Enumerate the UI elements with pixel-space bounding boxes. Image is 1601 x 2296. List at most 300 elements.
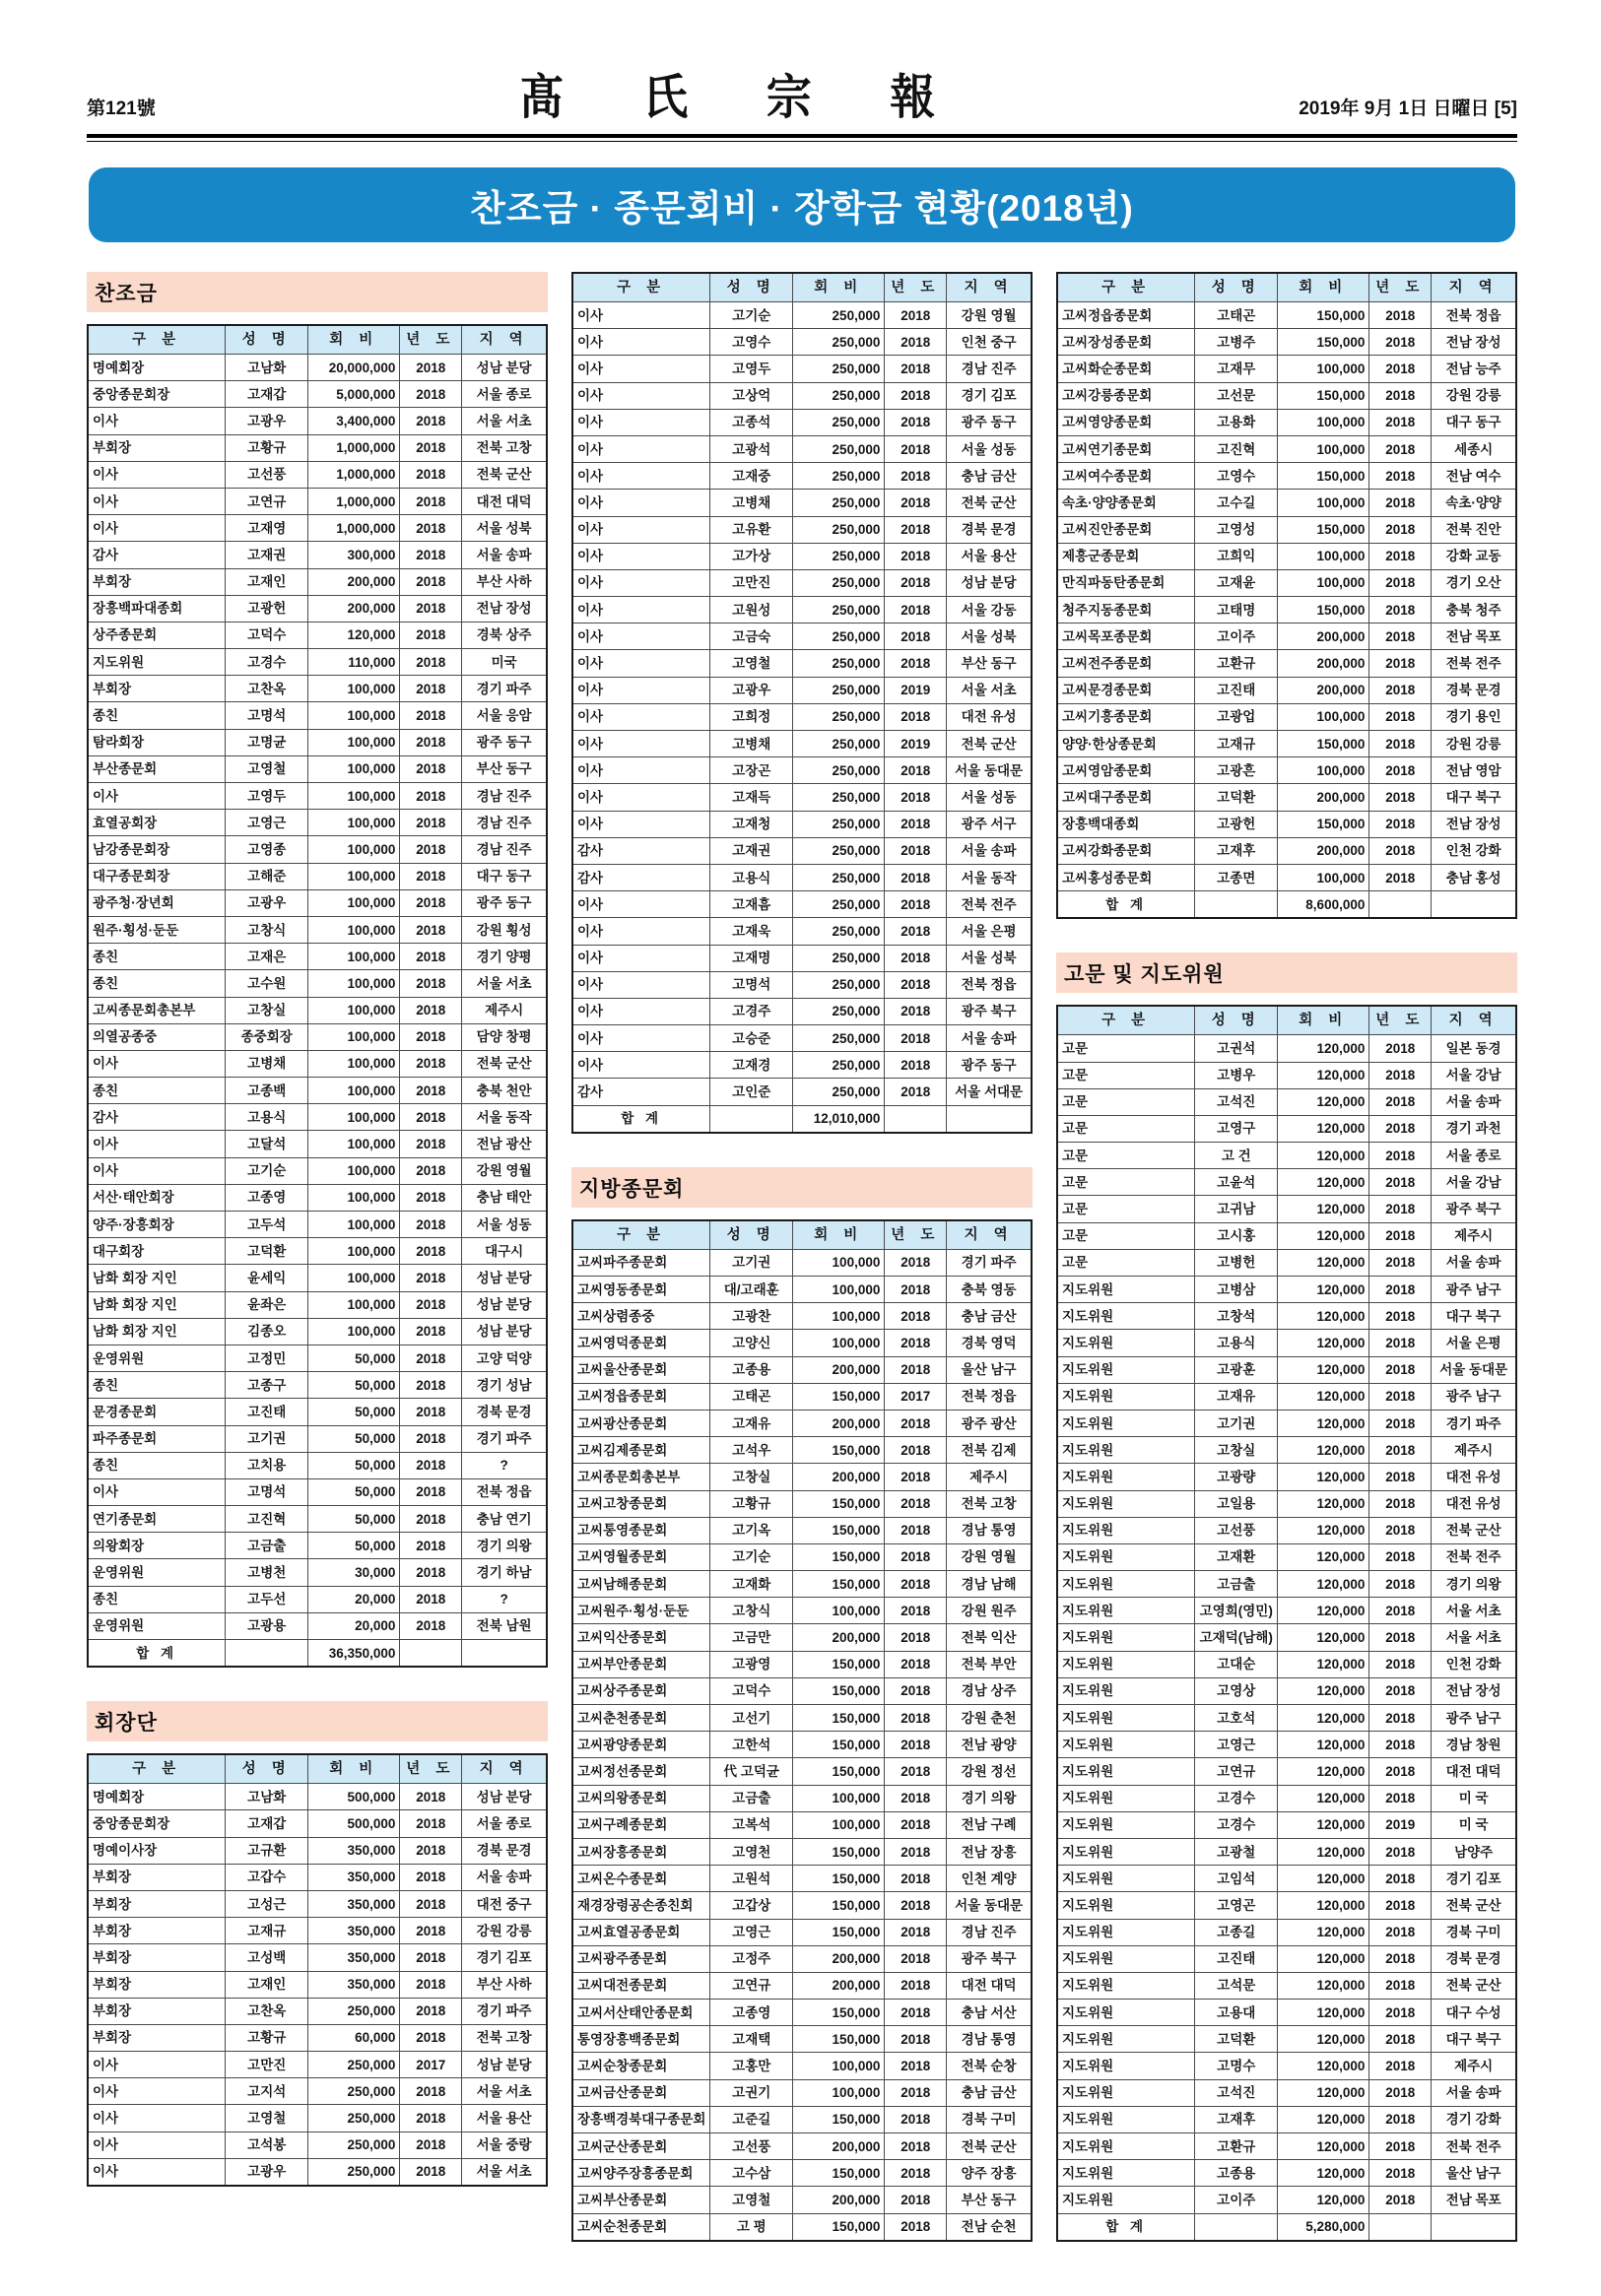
- cell: 지도위원: [1057, 2106, 1195, 2132]
- cell: 150,000: [793, 1919, 885, 1945]
- header-row: [88, 1754, 547, 1784]
- column-header: 성 명: [710, 273, 793, 302]
- cell: 고재화: [710, 1571, 793, 1598]
- table-row: [572, 1303, 1032, 1330]
- cell: 2018: [885, 757, 947, 784]
- cell: 서울 송파: [462, 542, 547, 568]
- table-row: [572, 1651, 1032, 1677]
- cell: 100,000: [308, 836, 400, 863]
- cell: 서울 성동: [947, 784, 1032, 811]
- cell: 강원 영월: [462, 1157, 547, 1184]
- table-row: [1057, 650, 1516, 677]
- cell: 이사: [572, 757, 710, 784]
- cell: 120,000: [1278, 1972, 1369, 1999]
- cell: 성남 분당: [462, 2052, 547, 2078]
- cell: 고종백: [226, 1078, 308, 1104]
- cell: 전북 전주: [1432, 650, 1516, 677]
- cell: 2018: [885, 2106, 947, 2132]
- table-row: [1057, 811, 1516, 837]
- cell: 전남 광산: [462, 1131, 547, 1157]
- cell: 고씨서산태안종문회: [572, 2000, 710, 2026]
- cell: 2018: [400, 2105, 462, 2132]
- cell: 남양주: [1432, 1838, 1516, 1865]
- cell: 서울 응암: [462, 702, 547, 729]
- cell: 250,000: [793, 435, 885, 462]
- column-header: 지 역: [462, 1754, 547, 1784]
- cell: 성남 분당: [462, 355, 547, 381]
- table-row: [1057, 703, 1516, 730]
- cell: 이사: [572, 623, 710, 650]
- cell: 2018: [1369, 1866, 1432, 1892]
- cell: 전북 군산: [462, 1050, 547, 1077]
- table-row: [572, 1705, 1032, 1732]
- table-row: [88, 1998, 547, 2024]
- cell: 고씨대구종문회: [1057, 784, 1195, 811]
- cell: 고씨영동종문회: [572, 1277, 710, 1303]
- cell: 2018: [400, 1104, 462, 1131]
- cell: 고씨상렴종중: [572, 1303, 710, 1330]
- cell: 충남 서산: [947, 2000, 1032, 2026]
- cell: 고명균: [226, 729, 308, 755]
- cell: 고광업: [1195, 703, 1278, 730]
- cell: 이사: [572, 677, 710, 703]
- cell: 전북 정읍: [947, 971, 1032, 998]
- cell: 12,010,000: [793, 1105, 885, 1133]
- cell: [1432, 891, 1516, 919]
- cell: 고황규: [226, 434, 308, 461]
- cell: 이사: [88, 2132, 226, 2158]
- table-row: [1057, 1677, 1516, 1704]
- cell: 250,000: [793, 703, 885, 730]
- cell: 2018: [1369, 2000, 1432, 2026]
- cell: 고남화: [226, 355, 308, 381]
- cell: 고진태: [1195, 677, 1278, 703]
- cell: 고씨문경종문회: [1057, 677, 1195, 703]
- cell: 고권기: [710, 2079, 793, 2106]
- cell: 합 계: [88, 1640, 226, 1668]
- cell: 지도위원: [1057, 1892, 1195, 1919]
- cell: 2018: [1369, 1598, 1432, 1624]
- cell: 150,000: [793, 1892, 885, 1919]
- cell: 2018: [400, 1131, 462, 1157]
- cell: 이사: [572, 650, 710, 677]
- cell: 서울 종로: [462, 1810, 547, 1837]
- cell: 2018: [1369, 382, 1432, 409]
- table-row: [572, 356, 1032, 382]
- cell: 고병주: [1195, 329, 1278, 356]
- cell: 부산 사하: [462, 568, 547, 595]
- table-row: [572, 1490, 1032, 1517]
- table-row: [88, 622, 547, 648]
- cell: 8,600,000: [1278, 891, 1369, 919]
- table-row: [572, 1945, 1032, 1972]
- cell: 2018: [400, 568, 462, 595]
- table-row: [1057, 435, 1516, 462]
- cell: 고씨금산종문회: [572, 2079, 710, 2106]
- cell: 2018: [400, 2132, 462, 2158]
- table-row: [88, 381, 547, 408]
- table-row: [1057, 623, 1516, 650]
- cell: 고병채: [710, 731, 793, 757]
- cell: 지도위원: [1057, 1356, 1195, 1383]
- cell: 고영수: [710, 329, 793, 356]
- cell: 200,000: [793, 2133, 885, 2160]
- cell: 2018: [1369, 356, 1432, 382]
- cell: 2018: [885, 1437, 947, 1464]
- cell: 2018: [885, 1785, 947, 1811]
- cell: 2018: [1369, 2160, 1432, 2187]
- column-header: 회 비: [793, 273, 885, 302]
- cell: 부산종문회: [88, 755, 226, 782]
- cell: 고문: [1057, 1222, 1195, 1249]
- cell: 고명석: [710, 971, 793, 998]
- cell: 이사: [572, 703, 710, 730]
- cell: [1369, 2213, 1432, 2241]
- cell: 고선문: [1195, 382, 1278, 409]
- cell: 전남 목포: [1432, 623, 1516, 650]
- cell: 경기 하남: [462, 1559, 547, 1586]
- cell: 고씨목포종문회: [1057, 623, 1195, 650]
- cell: 250,000: [793, 543, 885, 569]
- cell: 100,000: [1278, 543, 1369, 569]
- cell: 고용식: [226, 1104, 308, 1131]
- cell: 120,000: [1278, 1169, 1369, 1196]
- table-row: [1057, 837, 1516, 864]
- cell: 1,000,000: [308, 461, 400, 488]
- table-row: [572, 2213, 1032, 2241]
- cell: 100,000: [793, 1303, 885, 1330]
- table-row: [88, 702, 547, 729]
- cell: 2018: [885, 1410, 947, 1436]
- cell: 2018: [1369, 569, 1432, 596]
- cell: 2018: [400, 1784, 462, 1810]
- cell: 지도위원: [1057, 1543, 1195, 1570]
- cell: 100,000: [1278, 356, 1369, 382]
- cell: 대구시: [462, 1238, 547, 1265]
- column-header: 구 분: [88, 325, 226, 355]
- cell: 2018: [885, 1079, 947, 1105]
- cell: 전북 부안: [947, 1651, 1032, 1677]
- cell: 150,000: [1278, 811, 1369, 837]
- cell: 연기종문회: [88, 1506, 226, 1533]
- cell: 120,000: [1278, 1490, 1369, 1517]
- cell: 200,000: [1278, 623, 1369, 650]
- cell: 이사: [88, 1050, 226, 1077]
- cell: 재경장령공손종친회: [572, 1892, 710, 1919]
- cell: 2018: [400, 1452, 462, 1478]
- table-row: [572, 1052, 1032, 1079]
- cell: 경기 용인: [1432, 703, 1516, 730]
- cell: 이사: [572, 490, 710, 516]
- table-row: [572, 2133, 1032, 2160]
- cell: 50,000: [308, 1345, 400, 1371]
- cell: 150,000: [793, 2000, 885, 2026]
- cell: 120,000: [1278, 1945, 1369, 1972]
- cell: 고재권: [226, 542, 308, 568]
- cell: 성남 분당: [947, 569, 1032, 596]
- cell: 지도위원: [1057, 1705, 1195, 1732]
- cell: 2018: [885, 864, 947, 890]
- cell: 2018: [885, 2026, 947, 2053]
- table-row: [88, 755, 547, 782]
- cell: 고씨구례종문회: [572, 1811, 710, 1838]
- cell: 고문: [1057, 1088, 1195, 1115]
- table-row: [1057, 1383, 1516, 1410]
- table-row: [572, 971, 1032, 998]
- table-row: [572, 1838, 1032, 1865]
- cell: 전북 정읍: [947, 1383, 1032, 1410]
- section-label-hoejangdan: 회장단: [87, 1701, 548, 1741]
- cell: 고광영: [710, 1651, 793, 1677]
- cell: 2018: [885, 945, 947, 971]
- chanjogeum-table: [87, 324, 548, 1668]
- table-row: [88, 1425, 547, 1452]
- table-row: [88, 595, 547, 622]
- cell: 2018: [1369, 1035, 1432, 1062]
- cell: 강원 횡성: [462, 916, 547, 943]
- cell: 경남 진주: [462, 836, 547, 863]
- cell: 인천 강화: [1432, 1651, 1516, 1677]
- cell: 20,000,000: [308, 355, 400, 381]
- cell: 부회장: [88, 568, 226, 595]
- cell: 이사: [572, 998, 710, 1024]
- right-column: [1056, 272, 1517, 2242]
- cell: 종친: [88, 944, 226, 970]
- cell: [885, 1105, 947, 1133]
- table-row: [1057, 2079, 1516, 2106]
- table-row: [1057, 1785, 1516, 1811]
- cell: 2018: [1369, 1437, 1432, 1464]
- header-row: [572, 1220, 1032, 1250]
- cell: 120,000: [1278, 1222, 1369, 1249]
- cell: 종친: [88, 702, 226, 729]
- cell: 충남 금산: [947, 463, 1032, 490]
- cell: 경북 문경: [1432, 1945, 1516, 1972]
- cell: 충남 홍성: [1432, 864, 1516, 890]
- cell: 120,000: [1278, 1383, 1369, 1410]
- cell: 2018: [1369, 623, 1432, 650]
- cell: 2018: [885, 1330, 947, 1356]
- cell: 2018: [885, 382, 947, 409]
- table-row: [572, 2079, 1032, 2106]
- cell: 2018: [885, 703, 947, 730]
- cell: 울산 남구: [947, 1356, 1032, 1383]
- cell: 2018: [1369, 677, 1432, 703]
- cell: 120,000: [1278, 1811, 1369, 1838]
- cell: 2018: [400, 1971, 462, 1998]
- cell: 고찬옥: [226, 1998, 308, 2024]
- column-header: 지 역: [947, 273, 1032, 302]
- cell: 250,000: [793, 757, 885, 784]
- cell: 서울 동대문: [947, 1892, 1032, 1919]
- cell: 종친: [88, 1586, 226, 1612]
- cell: 2018: [885, 1490, 947, 1517]
- cell: 150,000: [1278, 463, 1369, 490]
- cell: 광주 동구: [947, 1052, 1032, 1079]
- cell: 서울 송파: [1432, 1088, 1516, 1115]
- cell: 200,000: [793, 2187, 885, 2213]
- cell: 이사: [88, 2158, 226, 2186]
- column-header: 지 역: [462, 325, 547, 355]
- table-header-row: [572, 273, 1032, 302]
- cell: 고창실: [226, 997, 308, 1023]
- cell: 고금출: [226, 1533, 308, 1559]
- column-header: 회 비: [308, 1754, 400, 1784]
- table-row: [1057, 1222, 1516, 1249]
- table-row: [1057, 2133, 1516, 2160]
- cell: ?: [462, 1452, 547, 1478]
- cell: 고유환: [710, 516, 793, 543]
- cell: 고광헌: [1195, 811, 1278, 837]
- cell: 2018: [400, 1533, 462, 1559]
- cell: 250,000: [793, 1025, 885, 1052]
- cell: 100,000: [308, 1318, 400, 1345]
- table-row: [572, 2187, 1032, 2213]
- cell: 350,000: [308, 1971, 400, 1998]
- table-row: [572, 1732, 1032, 1758]
- cell: 150,000: [793, 2026, 885, 2053]
- table-row: [88, 863, 547, 889]
- cell: 고연규: [226, 488, 308, 514]
- cell: 대구 동구: [462, 863, 547, 889]
- cell: 2018: [885, 1811, 947, 1838]
- table-row: [572, 1758, 1032, 1785]
- cell: 2018: [885, 1543, 947, 1570]
- cell: 지도위원: [1057, 1410, 1195, 1436]
- cell: 2018: [1369, 463, 1432, 490]
- cell: 전남 목포: [1432, 2187, 1516, 2213]
- cell: 120,000: [1278, 1758, 1369, 1785]
- cell: 고재택: [710, 2026, 793, 2053]
- cell: 종친: [88, 1372, 226, 1399]
- cell: 150,000: [1278, 382, 1369, 409]
- cell: 지도위원: [1057, 1919, 1195, 1945]
- cell: 고병헌: [1195, 1249, 1278, 1276]
- cell: 2018: [1369, 302, 1432, 329]
- cell: 합 계: [572, 1105, 710, 1133]
- cell: 350,000: [308, 1864, 400, 1890]
- cell: 지도위원: [1057, 1785, 1195, 1811]
- cell: 경기 오산: [1432, 569, 1516, 596]
- cell: 이사: [572, 891, 710, 918]
- cell: 부산 동구: [947, 2187, 1032, 2213]
- cell: 이사: [88, 408, 226, 434]
- cell: 고이주: [1195, 623, 1278, 650]
- cell: 고찬옥: [226, 676, 308, 702]
- cell: 고재욱: [710, 918, 793, 945]
- cell: 2018: [1369, 1785, 1432, 1811]
- cell: 250,000: [793, 516, 885, 543]
- cell: 지도위원: [1057, 1598, 1195, 1624]
- cell: 부회장: [88, 2024, 226, 2051]
- gomun-rows: [1057, 1035, 1516, 2241]
- cell: 이사: [88, 515, 226, 542]
- cell: 이사: [572, 971, 710, 998]
- cell: 지도위원: [1057, 1330, 1195, 1356]
- header-row: [1057, 273, 1516, 302]
- table-row: [88, 434, 547, 461]
- cell: 2018: [885, 1356, 947, 1383]
- cell: 150,000: [793, 2160, 885, 2187]
- cell: 서울 서대문: [947, 1079, 1032, 1105]
- cell: 2019: [885, 731, 947, 757]
- cell: 경북 문경: [947, 516, 1032, 543]
- cell: 120,000: [1278, 1677, 1369, 1704]
- table-header-row: [88, 1754, 547, 1784]
- cell: 2018: [400, 1291, 462, 1318]
- cell: 경기 김포: [462, 1944, 547, 1971]
- cell: 고태곤: [710, 1383, 793, 1410]
- cell: 서울 송파: [947, 837, 1032, 864]
- cell: 2018: [885, 1838, 947, 1865]
- table-row: [1057, 2106, 1516, 2132]
- cell: 2018: [1369, 1330, 1432, 1356]
- cell: 고종용: [1195, 2160, 1278, 2187]
- cell: 150,000: [1278, 597, 1369, 623]
- cell: 제주시: [1432, 1437, 1516, 1464]
- cell: 250,000: [793, 945, 885, 971]
- column-header: 구 분: [1057, 1006, 1195, 1035]
- cell: 고규환: [226, 1837, 308, 1864]
- cell: 고씨홍성종문회: [1057, 864, 1195, 890]
- cell: 인천 중구: [947, 329, 1032, 356]
- cell: 2018: [1369, 490, 1432, 516]
- table-row: [88, 2158, 547, 2186]
- cell: 2018: [885, 2187, 947, 2213]
- cell: 대전 대덕: [462, 488, 547, 514]
- table-row: [572, 2026, 1032, 2053]
- table-row: [1057, 409, 1516, 435]
- cell: 2018: [1369, 1919, 1432, 1945]
- table-row: [572, 1972, 1032, 1999]
- table-row: [88, 355, 547, 381]
- cell: 고종석: [710, 409, 793, 435]
- cell: 2018: [400, 863, 462, 889]
- cell: 고종용: [710, 1356, 793, 1383]
- cell: 지도위원: [1057, 2187, 1195, 2213]
- cell: 고문: [1057, 1169, 1195, 1196]
- cell: 고영철: [710, 650, 793, 677]
- cell: 고재후: [1195, 2106, 1278, 2132]
- cell: 울산 남구: [1432, 2160, 1516, 2187]
- cell: 강원 강릉: [1432, 731, 1516, 757]
- cell: 고씨고창종문회: [572, 1490, 710, 1517]
- cell: 종친: [88, 970, 226, 997]
- cell: 서울 용산: [462, 2105, 547, 2132]
- cell: 2018: [885, 1758, 947, 1785]
- table-row: [572, 1249, 1032, 1276]
- cell: 운영위원: [88, 1345, 226, 1371]
- cell: 광주 남구: [1432, 1383, 1516, 1410]
- cell: 고재환: [1195, 1543, 1278, 1570]
- cell: 고씨원주·횡성·둔둔: [572, 1598, 710, 1624]
- cell: 2018: [400, 408, 462, 434]
- cell: 2018: [400, 944, 462, 970]
- cell: 지도위원: [1057, 2053, 1195, 2079]
- cell: 2018: [885, 1624, 947, 1651]
- cell: 2018: [885, 811, 947, 837]
- cell: 100,000: [1278, 409, 1369, 435]
- cell: 100,000: [308, 1078, 400, 1104]
- table-row: [88, 649, 547, 676]
- cell: 2018: [400, 1890, 462, 1917]
- cell: 2018: [1369, 1088, 1432, 1115]
- cell: 서울 용산: [947, 543, 1032, 569]
- cell: 120,000: [1278, 1196, 1369, 1222]
- cell: 30,000: [308, 1559, 400, 1586]
- table-row: [572, 837, 1032, 864]
- cell: 고황규: [226, 2024, 308, 2051]
